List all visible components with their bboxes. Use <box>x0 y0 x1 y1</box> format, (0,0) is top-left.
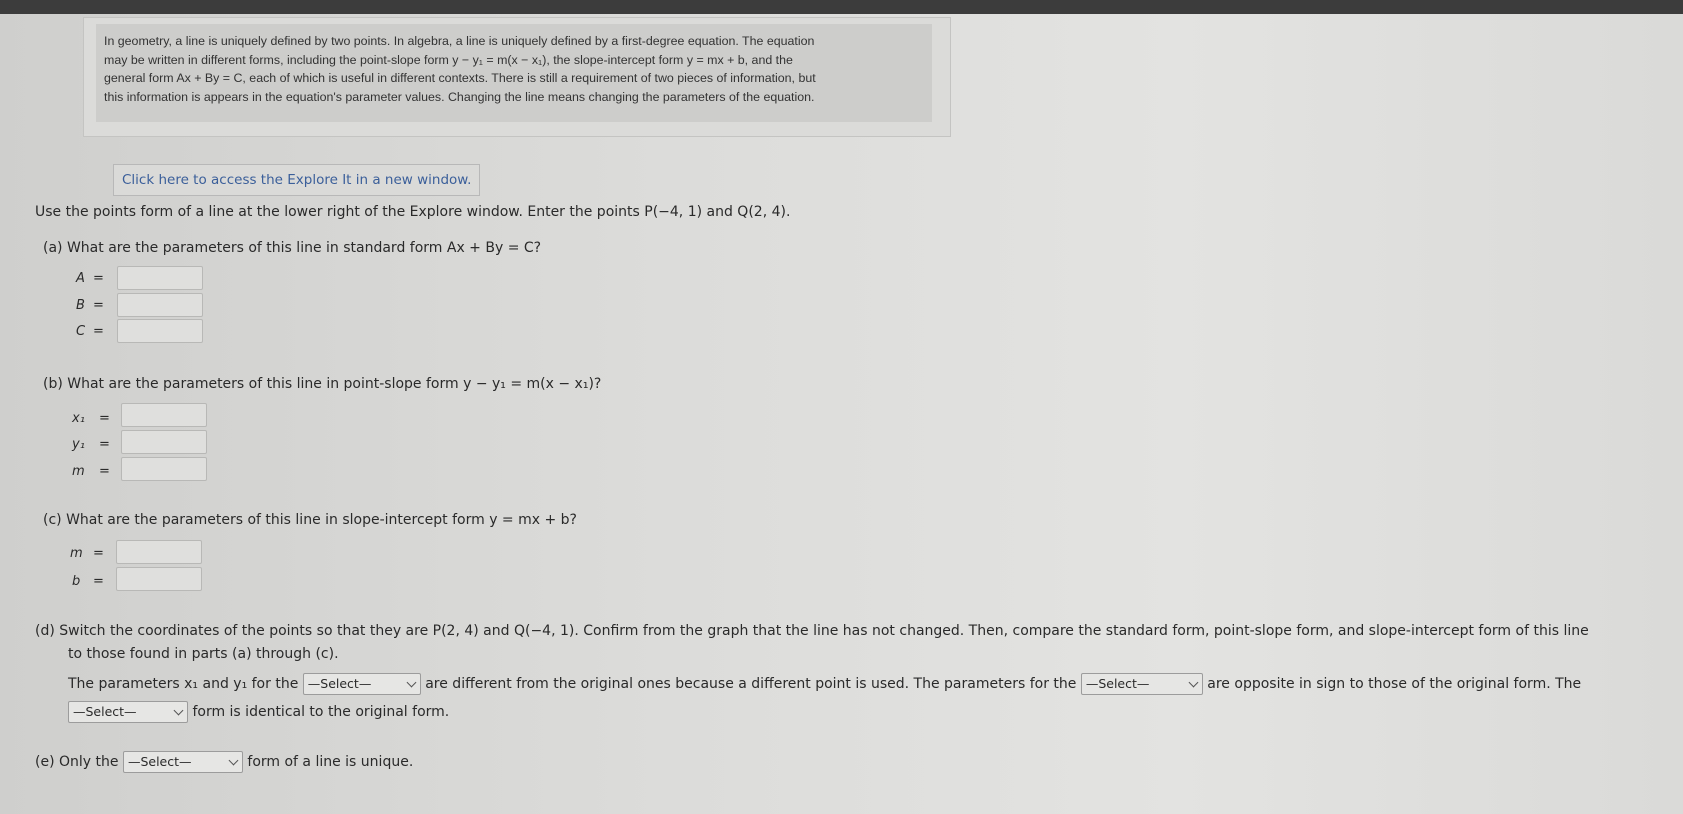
part-e-text: (e) Only the <box>35 754 119 770</box>
label-x1: x₁ <box>72 411 85 426</box>
label-m: m <box>70 546 83 561</box>
answer-input-B[interactable] <box>117 293 203 317</box>
chevron-down-icon <box>228 756 238 766</box>
select-value: —Select— <box>127 754 192 769</box>
explore-it-link[interactable]: Click here to access the Explore It in a new window. <box>113 164 480 196</box>
chevron-down-icon <box>406 678 416 688</box>
part-a-question: (a) What are the parameters of this line in standard form Ax + By = C? <box>43 240 542 256</box>
equals-sign: = <box>99 437 110 452</box>
part-d-text: are different from the original ones because a different point is used. The parameters for the <box>425 676 1077 692</box>
part-d-text: are opposite in sign to those of the original form. The <box>1207 676 1582 692</box>
part-d-text: The parameters x₁ and y₁ for the <box>68 676 299 692</box>
part-d-sentence-1 <box>68 672 1581 696</box>
part-e-text: form of a line is unique. <box>247 754 414 770</box>
answer-input-b[interactable] <box>116 567 202 591</box>
answer-input-m-slope[interactable] <box>116 540 202 564</box>
intro-inner-panel <box>96 24 932 122</box>
equals-sign: = <box>99 411 110 426</box>
select-dropdown[interactable] <box>123 751 243 773</box>
part-e-sentence <box>35 750 413 774</box>
answer-input-A[interactable] <box>117 266 203 290</box>
answer-input-y1[interactable] <box>121 430 207 454</box>
select-dropdown[interactable] <box>303 673 421 695</box>
chevron-down-icon <box>1188 678 1198 688</box>
answer-input-C[interactable] <box>117 319 203 343</box>
equals-sign: = <box>93 546 104 561</box>
label-B: B <box>76 298 85 313</box>
chevron-down-icon <box>174 706 184 716</box>
top-bar <box>0 0 1683 14</box>
intro-text <box>104 32 924 106</box>
equals-sign: = <box>93 574 104 589</box>
answer-input-m[interactable] <box>121 457 207 481</box>
label-A: A <box>76 271 85 286</box>
equals-sign: = <box>99 464 110 479</box>
part-b-question: (b) What are the parameters of this line in point-slope form y − y₁ = m(x − x₁)? <box>43 376 602 392</box>
instruction-text: Use the points form of a line at the lower right of the Explore window. Enter the points P(−4, 1) and Q(2, 4). <box>35 204 791 220</box>
part-d-question-line2: to those found in parts (a) through (c). <box>68 646 339 662</box>
intro-line: general form Ax + By = C, each of which is useful in different contexts. There is still a requirement of two pieces of information, but <box>104 71 816 85</box>
select-dropdown[interactable] <box>1081 673 1203 695</box>
equals-sign: = <box>93 324 104 339</box>
select-dropdown[interactable] <box>68 701 188 723</box>
equals-sign: = <box>93 298 104 313</box>
label-C: C <box>76 324 86 339</box>
select-value: —Select— <box>73 704 137 719</box>
part-d-question-line1: (d) Switch the coordinates of the points so that they are P(2, 4) and Q(−4, 1). Confirm from the graph that the line has not changed. Then, compare the standard form, point-slope form, and slope-intercept form of this line <box>35 623 1589 639</box>
label-y1: y₁ <box>72 437 85 452</box>
equals-sign: = <box>93 271 104 286</box>
intro-line: may be written in different forms, including the point-slope form y − y₁ = m(x − x₁), the slope-intercept form y = mx + b, and the <box>104 52 793 67</box>
part-d-text: form is identical to the original form. <box>192 704 450 720</box>
intro-panel <box>83 17 951 137</box>
select-value: —Select— <box>307 676 372 691</box>
part-d-sentence-2 <box>68 700 449 724</box>
part-c-question: (c) What are the parameters of this line in slope-intercept form y = mx + b? <box>43 512 577 528</box>
intro-line: this information is appears in the equation's parameter values. Changing the line means changing the parameters of the equation. <box>104 89 815 104</box>
label-b: b <box>72 574 81 589</box>
answer-input-x1[interactable] <box>121 403 207 427</box>
select-value: —Select— <box>1085 676 1150 691</box>
label-m: m <box>72 464 85 479</box>
intro-line: In geometry, a line is uniquely defined by two points. In algebra, a line is uniquely defined by a first-degree equation. The equation <box>104 34 815 48</box>
